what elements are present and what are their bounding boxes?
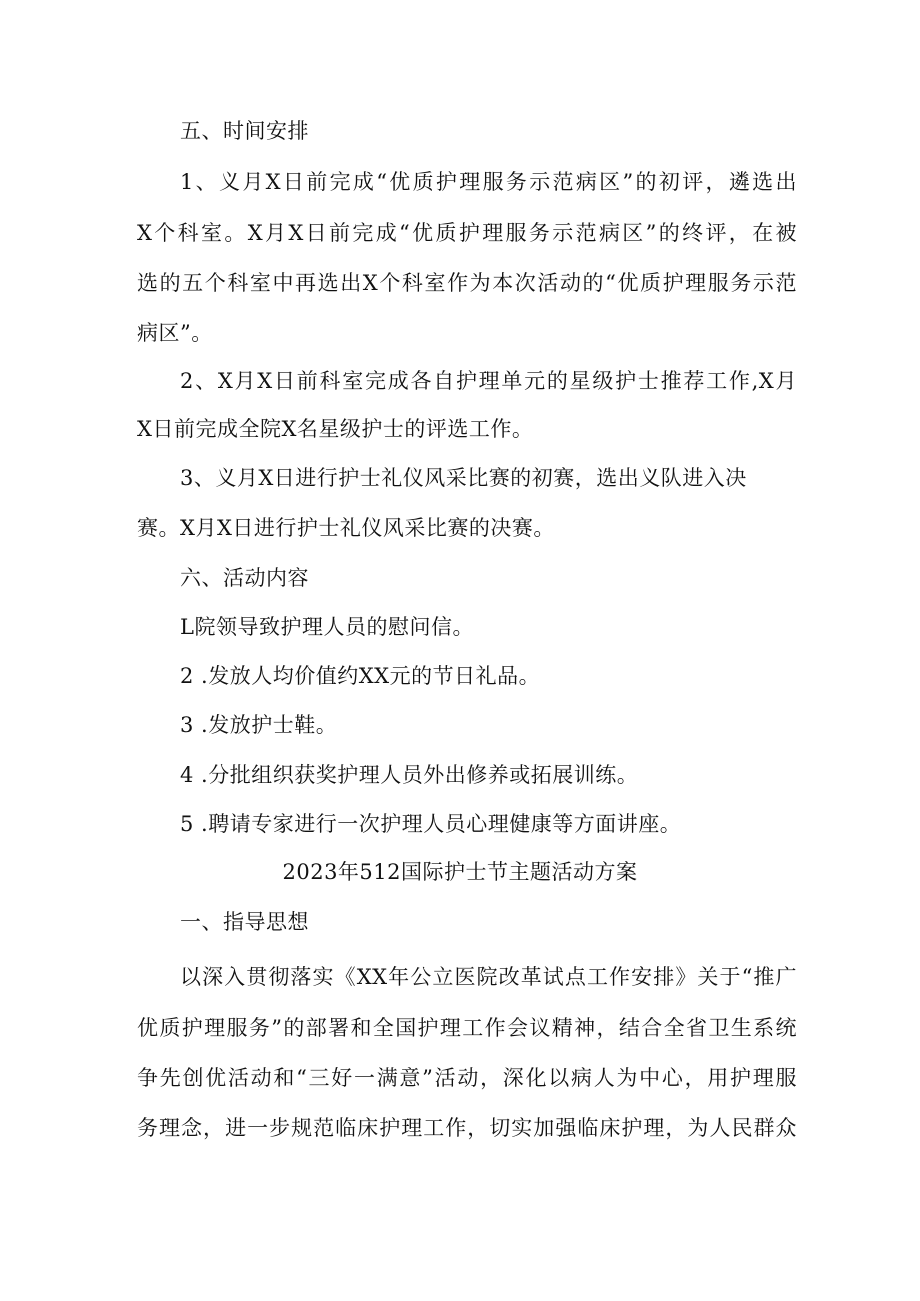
- paragraph-line: 赛。X月X日进行护士礼仪风采比赛的决赛。: [137, 516, 555, 540]
- paragraph-line: 病区”。: [137, 321, 213, 345]
- list-item: 2 .发放人均价值约XX元的节日礼品。: [180, 664, 541, 688]
- paragraph-line: 务理念，进一步规范临床护理工作，切实加强临床护理，为人民群众: [137, 1116, 797, 1140]
- paragraph-line: 以深入贯彻落实《XX年公立医院改革试点工作安排》关于“推广: [180, 965, 797, 989]
- paragraph-line: X日前完成全院X名星级护士的评选工作。: [137, 417, 534, 441]
- paragraph-line: 1、义月X日前完成“优质护理服务示范病区”的初评，遴选出: [180, 170, 797, 194]
- list-item: 4 .分批组织获奖护理人员外出修养或拓展训练。: [180, 763, 639, 787]
- list-item: 5 .聘请专家进行一次护理人员心理健康等方面讲座。: [180, 812, 682, 836]
- paragraph-line: 优质护理服务”的部署和全国护理工作会议精神，结合全省卫生系统: [137, 1016, 797, 1040]
- paragraph-line: X个科室。X月X日前完成“优质护理服务示范病区”的终评，在被: [137, 221, 797, 245]
- paragraph-line: 3、义月X日进行护士礼仪风采比赛的初赛，选出义队进入决: [180, 466, 747, 490]
- paragraph-line: 选的五个科室中再选出X个科室作为本次活动的“优质护理服务示范: [137, 271, 797, 295]
- paragraph-line: 争先创优活动和“三好一满意”活动，深化以病人为中心，用护理服: [137, 1066, 797, 1090]
- section-heading-schedule: 五、时间安排: [180, 119, 309, 143]
- section-heading-content: 六、活动内容: [180, 566, 309, 590]
- document-title: 2023年512国际护士节主题活动方案: [282, 860, 638, 884]
- list-item: L院领导致护理人员的慰问信。: [180, 615, 474, 639]
- list-item: 3 .发放护士鞋。: [180, 713, 338, 737]
- paragraph-line: 2、X月X日前科室完成各自护理单元的星级护士推荐工作,X月: [180, 369, 797, 393]
- section-heading-guiding-ideology: 一、指导思想: [180, 910, 309, 934]
